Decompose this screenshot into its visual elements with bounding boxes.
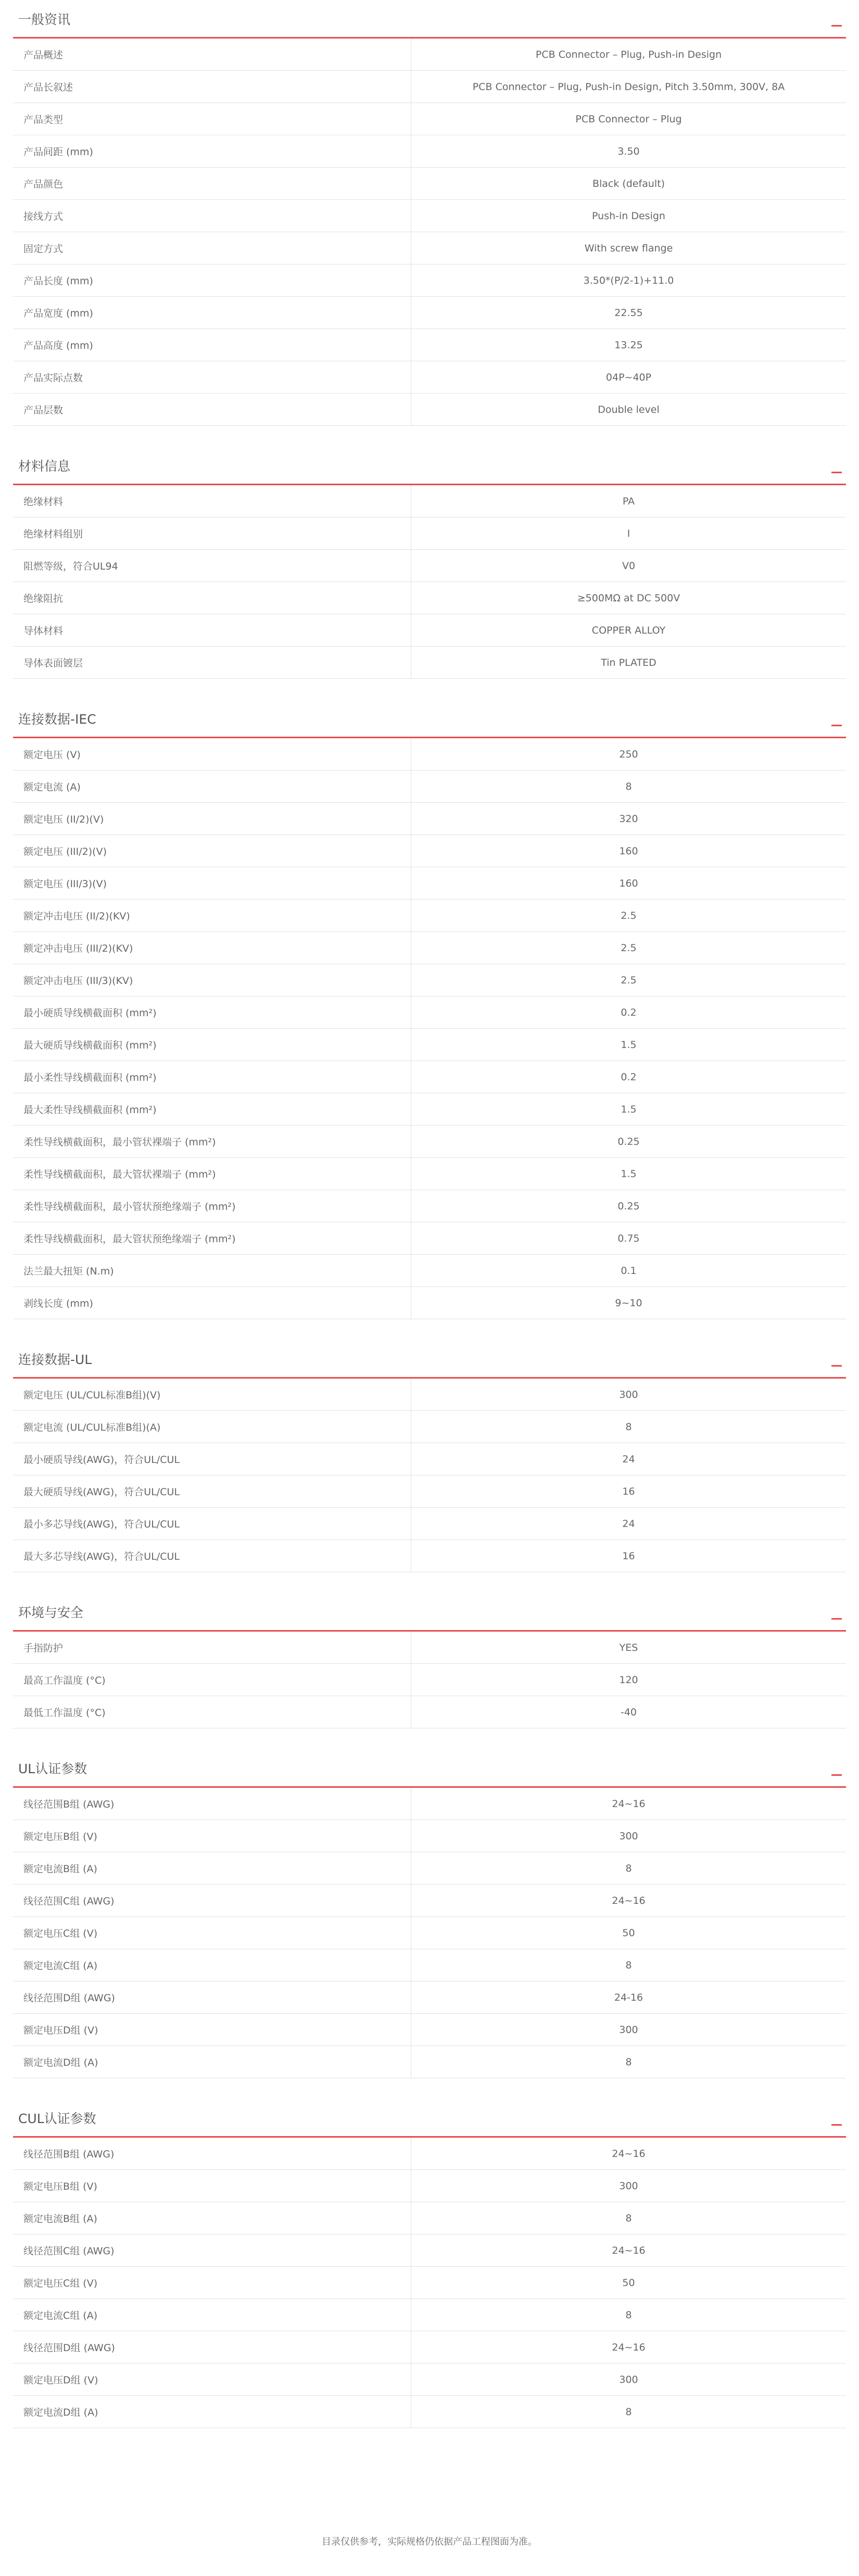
spec-value: PCB Connector – Plug [575, 113, 682, 125]
spec-value: 8 [625, 1421, 632, 1433]
spec-section [13, 1593, 846, 1728]
spec-row [13, 2267, 846, 2299]
section-spacer [13, 426, 846, 447]
spec-label: 最高工作温度 (°C) [13, 1664, 411, 1696]
spec-label: 柔性导线横截面积，最小管状裸端子 (mm²) [13, 1126, 411, 1157]
spec-label: 剥线长度 (mm) [13, 1287, 411, 1319]
spec-row [13, 485, 846, 517]
spec-value: 1.5 [621, 1039, 637, 1051]
collapse-icon[interactable] [831, 464, 842, 474]
spec-row [13, 2299, 846, 2331]
spec-table [13, 1788, 846, 2078]
spec-table [13, 2138, 846, 2428]
spec-value: 8 [625, 2309, 632, 2321]
spec-value: 160 [619, 877, 638, 889]
spec-label: 绝缘阻抗 [13, 582, 411, 614]
section-header[interactable] [13, 1593, 846, 1632]
spec-label: 导体材料 [13, 614, 411, 646]
spec-row [13, 103, 846, 135]
spec-label: 产品颜色 [13, 168, 411, 199]
spec-value: 16 [622, 1485, 635, 1497]
spec-value: 24~16 [612, 2341, 646, 2353]
spec-label: 额定电流D组 (A) [13, 2046, 411, 2078]
spec-value: 3.50 [617, 145, 640, 157]
section-title: 连接数据-IEC [18, 712, 96, 727]
spec-row [13, 2364, 846, 2396]
spec-label: 额定电压C组 (V) [13, 2267, 411, 2299]
spec-label: 导体表面镀层 [13, 647, 411, 678]
spec-row [13, 1287, 846, 1319]
spec-label: 产品间距 (mm) [13, 135, 411, 167]
section-title: 连接数据-UL [18, 1352, 92, 1367]
spec-value: 16 [622, 1550, 635, 1562]
spec-value: 320 [619, 813, 638, 825]
spec-row [13, 1664, 846, 1696]
spec-value: 24 [622, 1453, 635, 1465]
spec-label: 绝缘材料 [13, 485, 411, 517]
spec-label: 额定电流 (UL/CUL标准B组)(A) [13, 1411, 411, 1443]
spec-label: 产品层数 [13, 394, 411, 425]
spec-value: 300 [619, 1830, 638, 1842]
spec-label: 线径范围D组 (AWG) [13, 2331, 411, 2363]
spec-value: 0.25 [617, 1135, 640, 1147]
spec-row [13, 1788, 846, 1820]
spec-value: Push-in Design [592, 210, 665, 222]
spec-value: 24~16 [612, 2244, 646, 2256]
spec-row [13, 1222, 846, 1255]
spec-table [13, 1632, 846, 1728]
collapse-icon[interactable] [831, 2116, 842, 2127]
spec-row [13, 1696, 846, 1728]
spec-label: 产品宽度 (mm) [13, 297, 411, 329]
spec-label: 产品类型 [13, 103, 411, 135]
spec-row [13, 394, 846, 426]
spec-row [13, 964, 846, 996]
spec-row [13, 2202, 846, 2234]
spec-value: 8 [625, 1959, 632, 1971]
spec-row [13, 2331, 846, 2364]
section-title: 材料信息 [18, 459, 71, 474]
spec-value: 250 [619, 748, 638, 760]
spec-row [13, 1411, 846, 1443]
spec-value: 300 [619, 2180, 638, 2192]
spec-label: 柔性导线横截面积，最大管状预绝缘端子 (mm²) [13, 1222, 411, 1254]
spec-value: 3.50*(P/2-1)+11.0 [583, 274, 674, 286]
spec-row [13, 2170, 846, 2202]
spec-label: 固定方式 [13, 232, 411, 264]
spec-row [13, 803, 846, 835]
spec-row [13, 517, 846, 550]
collapse-icon[interactable] [831, 1610, 842, 1621]
spec-value: 50 [622, 1927, 635, 1939]
spec-row [13, 1508, 846, 1540]
spec-label: 最小硬质导线横截面积 (mm²) [13, 996, 411, 1028]
spec-row [13, 297, 846, 329]
spec-value: 24~16 [612, 1895, 646, 1906]
spec-label: 额定电压D组 (V) [13, 2364, 411, 2395]
spec-label: 额定电压 (V) [13, 738, 411, 770]
spec-value: 0.2 [621, 1006, 637, 1018]
spec-row [13, 1917, 846, 1949]
spec-label: 产品实际点数 [13, 361, 411, 393]
spec-row [13, 1443, 846, 1475]
spec-row [13, 71, 846, 103]
section-spacer [13, 2428, 846, 2449]
spec-label: 额定冲击电压 (III/3)(KV) [13, 964, 411, 996]
spec-value: PCB Connector – Plug, Push-in Design, Pitch 3.50mm, 300V, 8A [472, 81, 785, 93]
spec-row [13, 2014, 846, 2046]
spec-label: 最小柔性导线横截面积 (mm²) [13, 1061, 411, 1093]
spec-value: 2.5 [621, 910, 637, 921]
spec-value: 24~16 [612, 1798, 646, 1810]
disclaimer-note: 目录仅供参考，实际规格仍依据产品工程图面为准。 [322, 2536, 537, 2547]
spec-row [13, 900, 846, 932]
spec-value: 300 [619, 2024, 638, 2036]
spec-row [13, 996, 846, 1029]
section-spacer [13, 679, 846, 700]
spec-row [13, 771, 846, 803]
spec-label: 产品概述 [13, 39, 411, 70]
spec-row [13, 647, 846, 679]
spec-value: 300 [619, 1388, 638, 1400]
spec-value: 160 [619, 845, 638, 857]
spec-value: PA [622, 495, 635, 507]
spec-value: 1.5 [621, 1103, 637, 1115]
spec-row [13, 1126, 846, 1158]
spec-value: 1.5 [621, 1168, 637, 1180]
spec-value: 50 [622, 2277, 635, 2289]
spec-label: 最大硬质导线横截面积 (mm²) [13, 1029, 411, 1060]
spec-row [13, 614, 846, 647]
spec-label: 额定电压 (II/2)(V) [13, 803, 411, 835]
spec-value: ≥500MΩ at DC 500V [577, 592, 680, 604]
spec-row [13, 932, 846, 964]
spec-row [13, 2138, 846, 2170]
spec-row [13, 135, 846, 168]
spec-page [13, 0, 846, 2449]
spec-table [13, 485, 846, 679]
spec-row [13, 329, 846, 361]
spec-row [13, 1820, 846, 1852]
spec-value: 2.5 [621, 942, 637, 954]
spec-row [13, 2234, 846, 2267]
spec-table [13, 39, 846, 426]
spec-table [13, 1379, 846, 1572]
spec-label: 额定电压C组 (V) [13, 1917, 411, 1949]
spec-value: 8 [625, 2056, 632, 2068]
spec-label: 线径范围D组 (AWG) [13, 1981, 411, 2013]
spec-value: 120 [619, 1674, 638, 1686]
section-header[interactable] [13, 0, 846, 39]
spec-row [13, 264, 846, 297]
spec-label: 最低工作温度 (°C) [13, 1696, 411, 1728]
spec-label: 额定电压B组 (V) [13, 2170, 411, 2202]
spec-row [13, 361, 846, 394]
spec-label: 产品高度 (mm) [13, 329, 411, 361]
spec-row [13, 1029, 846, 1061]
spec-label: 最大柔性导线横截面积 (mm²) [13, 1093, 411, 1125]
spec-label: 最小多芯导线(AWG)，符合UL/CUL [13, 1508, 411, 1539]
spec-row [13, 168, 846, 200]
spec-row [13, 1093, 846, 1126]
section-header[interactable] [13, 700, 846, 738]
collapse-icon[interactable] [831, 17, 842, 28]
spec-label: 额定电压 (III/3)(V) [13, 867, 411, 899]
spec-label: 线径范围B组 (AWG) [13, 2138, 411, 2169]
spec-value: 24~16 [612, 2148, 646, 2160]
spec-label: 柔性导线横截面积，最大管状裸端子 (mm²) [13, 1158, 411, 1190]
spec-value: 13.25 [614, 339, 643, 351]
spec-value: 2.5 [621, 974, 637, 986]
section-header[interactable] [13, 447, 846, 485]
section-header[interactable] [13, 2099, 846, 2138]
spec-label: 额定电压 (UL/CUL标准B组)(V) [13, 1379, 411, 1410]
spec-row [13, 1158, 846, 1190]
spec-label: 额定电流C组 (A) [13, 2299, 411, 2331]
spec-row [13, 582, 846, 614]
spec-value: COPPER ALLOY [591, 624, 666, 636]
section-header[interactable] [13, 1749, 846, 1788]
section-spacer [13, 2078, 846, 2099]
spec-value: 8 [625, 2406, 632, 2418]
spec-section [13, 2099, 846, 2428]
spec-value: 04P~40P [605, 371, 652, 383]
spec-row [13, 2046, 846, 2078]
spec-label: 额定电压 (III/2)(V) [13, 835, 411, 867]
spec-section [13, 1340, 846, 1572]
spec-row [13, 232, 846, 264]
section-spacer [13, 1728, 846, 1749]
spec-row [13, 2396, 846, 2428]
spec-section [13, 0, 846, 426]
spec-row [13, 1190, 846, 1222]
section-title: 一般资讯 [18, 12, 71, 27]
section-title: 环境与安全 [18, 1605, 84, 1620]
spec-value: Black (default) [592, 178, 665, 190]
collapse-icon[interactable] [831, 1357, 842, 1368]
spec-label: 最小硬质导线(AWG)，符合UL/CUL [13, 1443, 411, 1475]
spec-label: 绝缘材料组别 [13, 517, 411, 549]
spec-value: PCB Connector – Plug, Push-in Design [535, 48, 722, 60]
spec-row [13, 738, 846, 771]
section-header[interactable] [13, 1340, 846, 1379]
spec-label: 额定冲击电压 (II/2)(KV) [13, 900, 411, 931]
spec-value: 24 [622, 1518, 635, 1530]
collapse-icon[interactable] [831, 717, 842, 727]
spec-label: 额定电流B组 (A) [13, 2202, 411, 2234]
spec-value: 300 [619, 2373, 638, 2385]
spec-value: 0.1 [621, 1265, 637, 1277]
section-title: UL认证参数 [18, 1761, 87, 1776]
spec-label: 产品长度 (mm) [13, 264, 411, 296]
section-title: CUL认证参数 [18, 2111, 96, 2126]
spec-label: 线径范围B组 (AWG) [13, 1788, 411, 1820]
spec-row [13, 1949, 846, 1981]
spec-value: YES [619, 1641, 638, 1653]
spec-value: 22.55 [614, 307, 643, 319]
spec-value: 0.75 [617, 1232, 640, 1244]
spec-label: 额定冲击电压 (III/2)(KV) [13, 932, 411, 964]
spec-value: -40 [620, 1706, 637, 1718]
spec-label: 额定电流C组 (A) [13, 1949, 411, 1981]
spec-row [13, 1852, 846, 1885]
spec-label: 额定电压D组 (V) [13, 2014, 411, 2045]
section-spacer [13, 1319, 846, 1340]
spec-value: V0 [622, 560, 636, 572]
spec-section [13, 1749, 846, 2078]
spec-row [13, 1632, 846, 1664]
spec-value: Tin PLATED [601, 656, 656, 668]
spec-row [13, 1379, 846, 1411]
spec-value: Double level [598, 403, 660, 415]
spec-label: 接线方式 [13, 200, 411, 232]
spec-row [13, 1540, 846, 1572]
spec-row [13, 835, 846, 867]
section-spacer [13, 1572, 846, 1593]
spec-value: With screw flange [584, 242, 673, 254]
spec-value: 8 [625, 2212, 632, 2224]
spec-label: 产品长叙述 [13, 71, 411, 103]
spec-row [13, 867, 846, 900]
spec-value: 0.2 [621, 1071, 637, 1083]
spec-table [13, 738, 846, 1319]
spec-row [13, 39, 846, 71]
spec-section [13, 447, 846, 679]
spec-value: I [627, 527, 630, 539]
spec-label: 手指防护 [13, 1632, 411, 1663]
spec-value: 0.25 [617, 1200, 640, 1212]
spec-value: 24-16 [614, 1991, 643, 2003]
spec-label: 额定电压B组 (V) [13, 1820, 411, 1852]
spec-row [13, 1475, 846, 1508]
spec-label: 最大多芯导线(AWG)，符合UL/CUL [13, 1540, 411, 1572]
spec-value: 8 [625, 1862, 632, 1874]
spec-row [13, 1061, 846, 1093]
spec-row [13, 1981, 846, 2014]
collapse-icon[interactable] [831, 1766, 842, 1777]
spec-row [13, 550, 846, 582]
spec-value: 8 [625, 780, 632, 792]
spec-label: 线径范围C组 (AWG) [13, 2234, 411, 2266]
spec-label: 额定电流 (A) [13, 771, 411, 802]
spec-label: 法兰最大扭矩 (N.m) [13, 1255, 411, 1286]
spec-row [13, 200, 846, 232]
spec-row [13, 1255, 846, 1287]
spec-label: 柔性导线横截面积，最小管状预绝缘端子 (mm²) [13, 1190, 411, 1222]
spec-label: 最大硬质导线(AWG)，符合UL/CUL [13, 1475, 411, 1507]
spec-label: 额定电流B组 (A) [13, 1852, 411, 1884]
spec-row [13, 1885, 846, 1917]
spec-value: 9~10 [615, 1297, 642, 1309]
spec-label: 线径范围C组 (AWG) [13, 1885, 411, 1916]
spec-label: 阻燃等级，符合UL94 [13, 550, 411, 582]
spec-label: 额定电流D组 (A) [13, 2396, 411, 2428]
spec-section [13, 700, 846, 1319]
